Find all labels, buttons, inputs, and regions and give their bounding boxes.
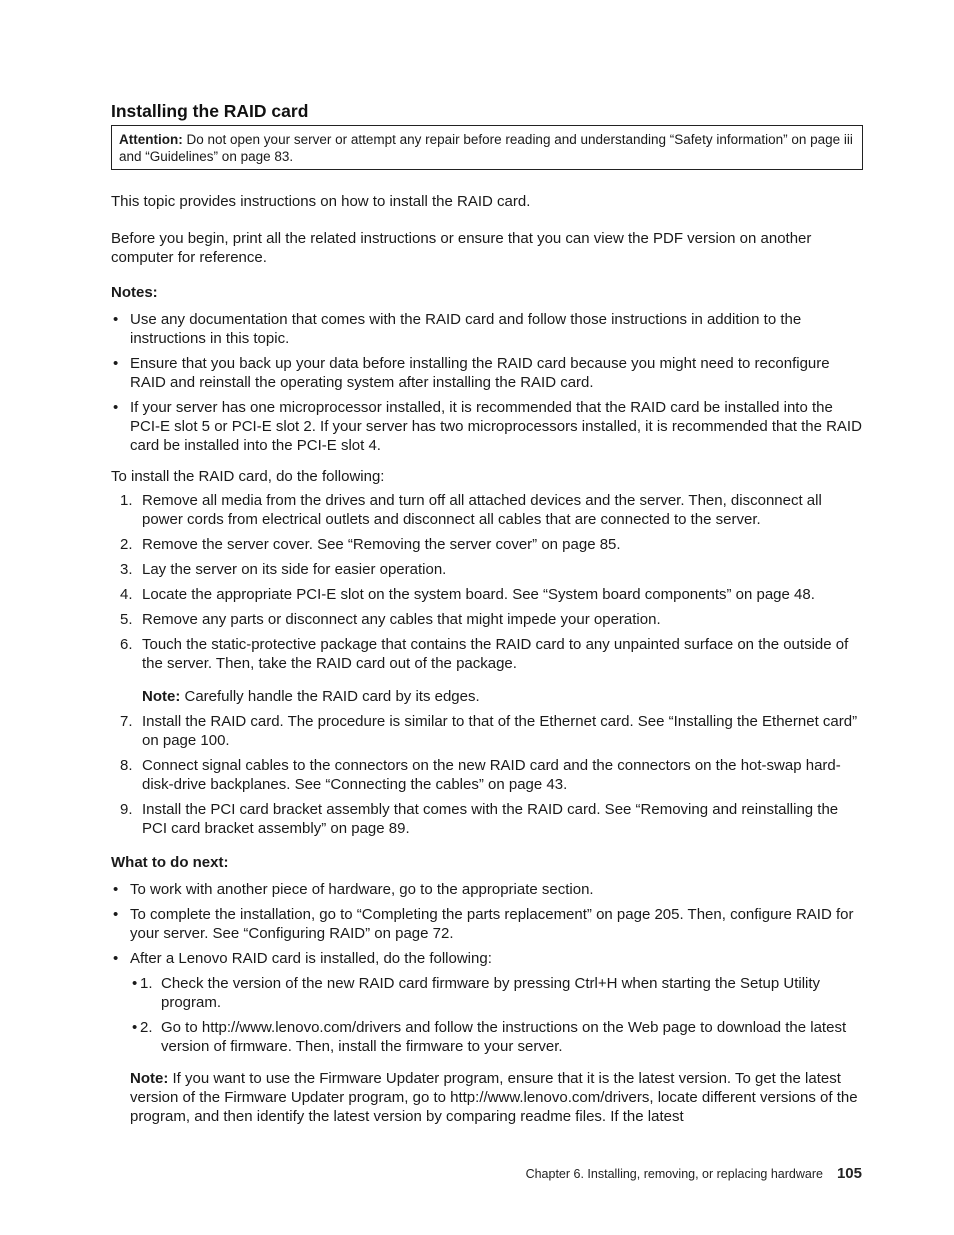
page-footer [526,1164,862,1184]
list-item: • To complete the installation, go to “Completing the parts replacement” on page 205. Then, configure RAID for your server. See “Configuring RAID” on page 72. [111,905,863,943]
step-number: 9. [120,801,133,818]
step-number: 2. [120,536,133,553]
list-item [111,535,863,554]
step-number: 7. [120,713,133,730]
final-note [130,1069,863,1126]
intro-paragraph: This topic provides instructions on how to install the RAID card. [111,193,531,210]
note-text: If you want to use the Firmware Updater program, ensure that it is the latest version. To get the latest version of the Firmware Updater program, go to http://www.lenovo.com/drivers, locate different versions of the program, and then identify the latest version by comparing readme files. If the latest [130,1070,858,1125]
attention-text: Do not open your server or attempt any repair before reading and understanding “Safety information” on page iii and “Guidelines” on page 83. [119,132,853,164]
step-text: Go to http://www.lenovo.com/drivers and follow the instructions on the Web page to download the latest version of firmware. Then, install the firmware to your server. [161,1019,847,1055]
list-item [111,635,863,706]
list-item [111,949,863,1056]
step-number: 5. [120,611,133,628]
notes-list [111,310,863,455]
step-number: • 1. [140,975,153,992]
step-number: 4. [120,586,133,603]
next-heading: What to do next: [111,854,229,871]
step-text: Touch the static-protective package that contains the RAID card to any unpainted surface on the outside of the server. Then, take the RAID card out of the package. [142,636,849,672]
list-item [130,974,863,1012]
list-item-text: After a Lenovo RAID card is installed, do the following: [130,950,492,967]
attention-label: Attention: [119,132,183,147]
step-text: Remove any parts or disconnect any cables that might impede your operation. [142,611,661,628]
list-item [111,491,863,529]
step-text: Connect signal cables to the connectors on the new RAID card and the connectors on the hot-swap hard-disk-drive backplanes. See “Connecting the cables” on page 43. [142,757,841,793]
step-number: 3. [120,561,133,578]
step-text: Check the version of the new RAID card firmware by pressing Ctrl+H when starting the Setup Utility program. [161,975,821,1011]
step-text: Install the RAID card. The procedure is similar to that of the Ethernet card. See “Installing the Ethernet card” on page 100. [142,713,858,749]
document-page [111,100,863,1126]
list-item [111,800,863,838]
list-item [111,712,863,750]
list-item [111,585,863,604]
attention-box [111,125,863,170]
page-number: 105 [836,1165,862,1182]
step-number: 8. [120,757,133,774]
before-paragraph: Before you begin, print all the related instructions or ensure that you can view the PDF version on another computer for reference. [111,230,812,266]
step-number: 6. [120,636,133,653]
step-number: 1. [120,492,133,509]
step-text: Remove all media from the drives and turn off all attached devices and the server. Then, disconnect all power cords from electrical outlets and disconnect all cables that are connected to the server. [142,492,822,528]
list-item [111,560,863,579]
steps-intro: To install the RAID card, do the following: [111,468,385,485]
note-text: Carefully handle the RAID card by its edges. [184,688,480,705]
step-note [142,687,863,706]
footer-chapter: Chapter 6. Installing, removing, or replacing hardware [525,1167,823,1181]
list-item [111,756,863,794]
step-number: • 2. [140,1019,153,1036]
notes-heading: Notes: [111,284,158,301]
steps-list [111,491,863,838]
list-item [130,1018,863,1056]
note-label: Note: [130,1070,169,1087]
next-list [111,880,863,1056]
list-item [111,610,863,629]
list-item: • If your server has one microprocessor installed, it is recommended that the RAID card be installed into the PCI-E slot 5 or PCI-E slot 2. If your server has two microprocessors installed, it is recommended that the RAID card be installed into the PCI-E slot 4. [111,398,863,455]
list-item: • Use any documentation that comes with the RAID card and follow those instructions in addition to the instructions in this topic. [111,310,863,348]
step-text: Lay the server on its side for easier operation. [142,561,447,578]
step-text: Remove the server cover. See “Removing the server cover” on page 85. [142,536,621,553]
section-heading: Installing the RAID card [111,101,309,121]
sub-steps-list [130,974,863,1056]
list-item: • To work with another piece of hardware, go to the appropriate section. [111,880,863,899]
note-label: Note: [142,688,181,705]
step-text: Install the PCI card bracket assembly that comes with the RAID card. See “Removing and reinstalling the PCI card bracket assembly” on page 89. [142,801,839,837]
step-text: Locate the appropriate PCI-E slot on the system board. See “System board components” on page 48. [142,586,815,603]
list-item: • Ensure that you back up your data before installing the RAID card because you might need to reconfigure RAID and reinstall the operating system after installing the RAID card. [111,354,863,392]
